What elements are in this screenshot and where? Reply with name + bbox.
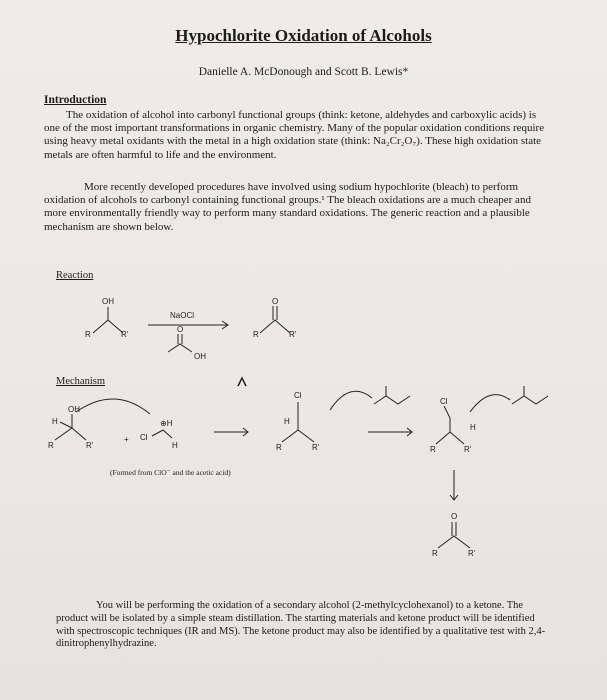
product-o-text: O [272, 297, 279, 306]
introduction-paragraph-2: More recently developed procedures have involved using sodium hypochlorite (bleach) to perform oxidation of alcohols to carbonyl containing functional groups.¹ The bleach oxidations are a much cheaper and more environmentally friendly way to perform many standard oxidations. The generic reaction and a plausible mechanism are shown below. [44, 181, 531, 233]
reagent-text: NaOCl [170, 311, 195, 320]
introduction-paragraph-1: The oxidation of alcohol into carbonyl functional groups (think: ketone, aldehydes and carboxylic acids) is one of the most important transformations in organic chemistry. Many of the popular oxidation conditions require using heavy metal oxidants with the metal in a high oxidation state (think: Na₂Cr₂O₇). These high oxidation state metals are often harmful to life and the environment. [44, 109, 545, 161]
reactant-oh-text: OH [102, 297, 114, 306]
introduction-heading: Introduction [44, 94, 107, 106]
mech-int-r-text: R [276, 443, 282, 452]
mech-int-h-text: H [284, 417, 290, 426]
mech-ester-rprime-text: R' [464, 445, 472, 454]
closing-paragraph: You will be performing the oxidation of a secondary alcohol (2-methylcyclohexanol) to a ketone. The product will be isolated by a simple steam distillation. The starting materials and ketone product will be identified with spectroscopic techniques (IR and MS). The ketone product may also be identified by a qualitative test with 2,4-dinitrophenylhydrazine. [56, 600, 546, 650]
mech-intermediate-2 [436, 432, 464, 444]
final-o-text: O [451, 512, 458, 521]
mech-alcohol-skeleton [55, 428, 86, 440]
page-title: Hypochlorite Oxidation of Alcohols [175, 26, 432, 45]
mechanism-footnote: (Formed from ClO⁻ and the acetic acid) [110, 468, 231, 477]
ketone-skeleton [260, 320, 290, 333]
mech-int-cl-text: Cl [294, 391, 302, 400]
mech-plus-text: + [124, 435, 129, 444]
final-rprime-text: R' [468, 549, 476, 558]
mech-ester-h-text: H [470, 423, 476, 432]
acid-skeleton [168, 344, 192, 352]
mech-ester-r-text: R [430, 445, 436, 454]
mech-ester-cl-text: Cl [440, 397, 448, 406]
final-ketone-skeleton [438, 536, 470, 548]
mech-r-text: R [48, 441, 54, 450]
mech-cl-text: Cl [140, 433, 148, 442]
mech-int-rprime-text: R' [312, 443, 320, 452]
mech-curved-arrow-2 [330, 391, 372, 410]
mech-plus-h-text: ⊕H [160, 419, 173, 428]
mechanism-label: Mechanism [56, 376, 105, 387]
reactant-r-text: R [85, 330, 91, 339]
alcohol-skeleton [93, 320, 123, 333]
authors-line: Danielle A. McDonough and Scott B. Lewis* [198, 66, 409, 78]
mech-oh-text: OH [68, 405, 80, 414]
acid-o-text: O [177, 325, 184, 334]
mech-curved-arrow-3 [470, 395, 510, 412]
product-r-text: R [253, 330, 259, 339]
final-r-text: R [432, 549, 438, 558]
mech-curved-arrow-1 [76, 399, 150, 414]
reaction-label: Reaction [56, 270, 94, 281]
product-rprime-text: R' [289, 330, 297, 339]
mech-h2-text: H [172, 441, 178, 450]
mech-h-text: H [52, 417, 58, 426]
mech-rprime-text: R' [86, 441, 94, 450]
reactant-rprime-text: R' [121, 330, 129, 339]
mech-intermediate-1 [282, 430, 314, 442]
acid-oh-text: OH [194, 352, 206, 361]
